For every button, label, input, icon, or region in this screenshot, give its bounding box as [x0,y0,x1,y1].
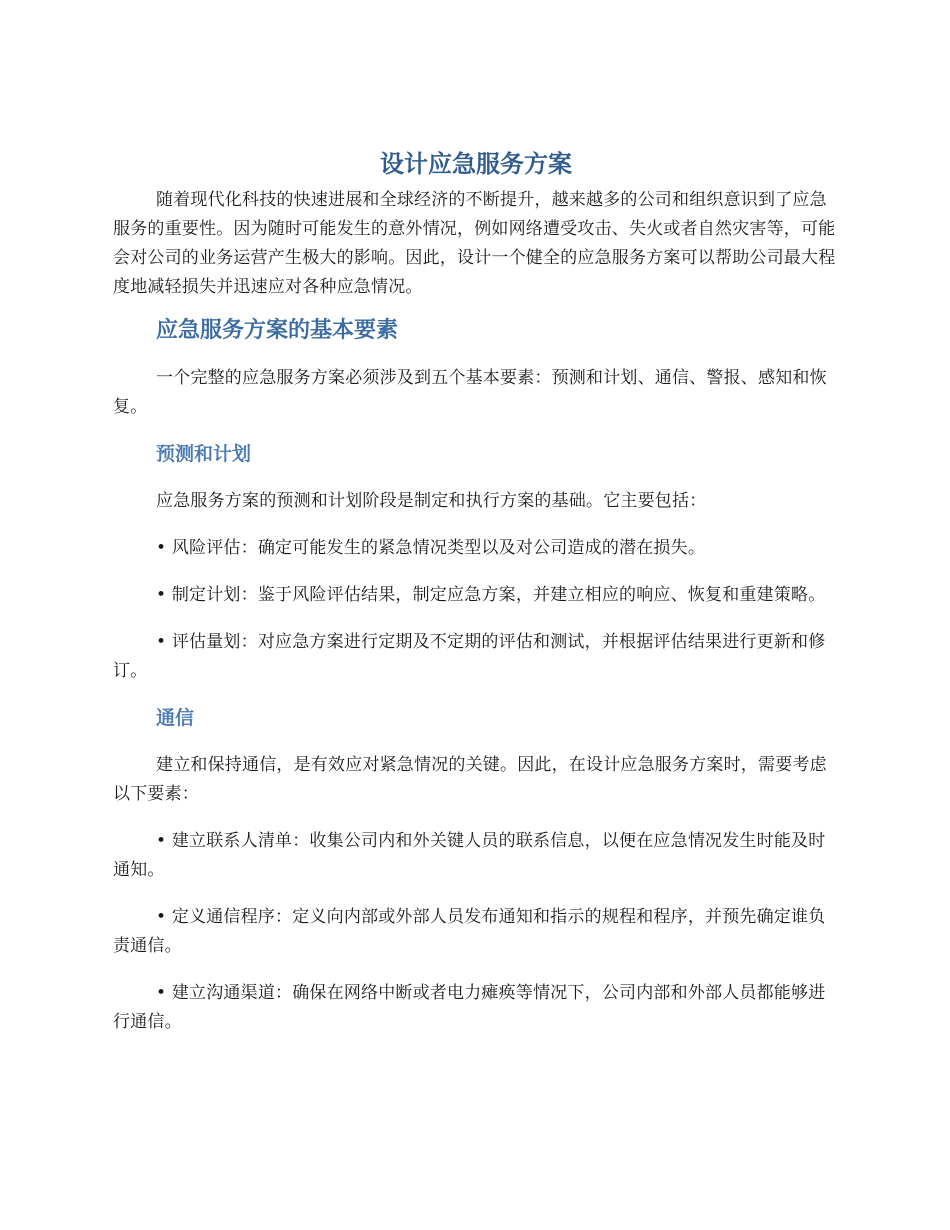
subsection-heading-communication: 通信 [156,707,195,729]
communication-lead-paragraph: 建立和保持通信，是有效应对紧急情况的关键。因此，在设计应急服务方案时，需要考虑以下要素： [113,755,827,804]
planning-item-risk-assessment: • 风险评估：确定可能发生的紧急情况类型以及对公司造成的潜在损失。 [156,538,706,558]
intro-paragraph: 随着现代化科技的快速进展和全球经济的不断提升，越来越多的公司和组织意识到了应急服务的重要性。因为随时可能发生的意外情况，例如网络遭受攻击、失火或者自然灾害等，可能会对公司的业务运营产生极大的影响。因此，设计一个健全的应急服务方案可以帮助公司最大程度地减轻损失并迅速应对各种应急情况。 [113,190,836,297]
communication-item-channels: • 建立沟通渠道：确保在网络中断或者电力瘫痪等情况下，公司内部和外部人员都能够进行通信。 [113,983,826,1032]
communication-item-contact-list: • 建立联系人清单：收集公司内和外关键人员的联系信息，以便在应急情况发生时能及时通知。 [113,831,826,880]
subsection-heading-planning: 预测和计划 [156,443,252,465]
communication-item-procedures: • 定义通信程序：定义向内部或外部人员发布通知和指示的规程和程序，并预先确定谁负责通信。 [113,907,826,956]
planning-item-make-plan: • 制定计划：鉴于风险评估结果，制定应急方案，并建立相应的响应、恢复和重建策略。 [156,585,826,605]
basic-elements-paragraph: 一个完整的应急服务方案必须涉及到五个基本要素：预测和计划、通信、警报、感知和恢复。 [113,368,827,417]
planning-item-evaluation: • 评估量划：对应急方案进行定期及不定期的评估和测试，并根据评估结果进行更新和修订。 [113,632,826,681]
document-page [113,146,839,1055]
planning-lead-paragraph: 应急服务方案的预测和计划阶段是制定和执行方案的基础。它主要包括： [156,491,707,511]
document-title: 设计应急服务方案 [380,150,572,178]
section-heading-basic-elements: 应急服务方案的基本要素 [156,318,399,343]
